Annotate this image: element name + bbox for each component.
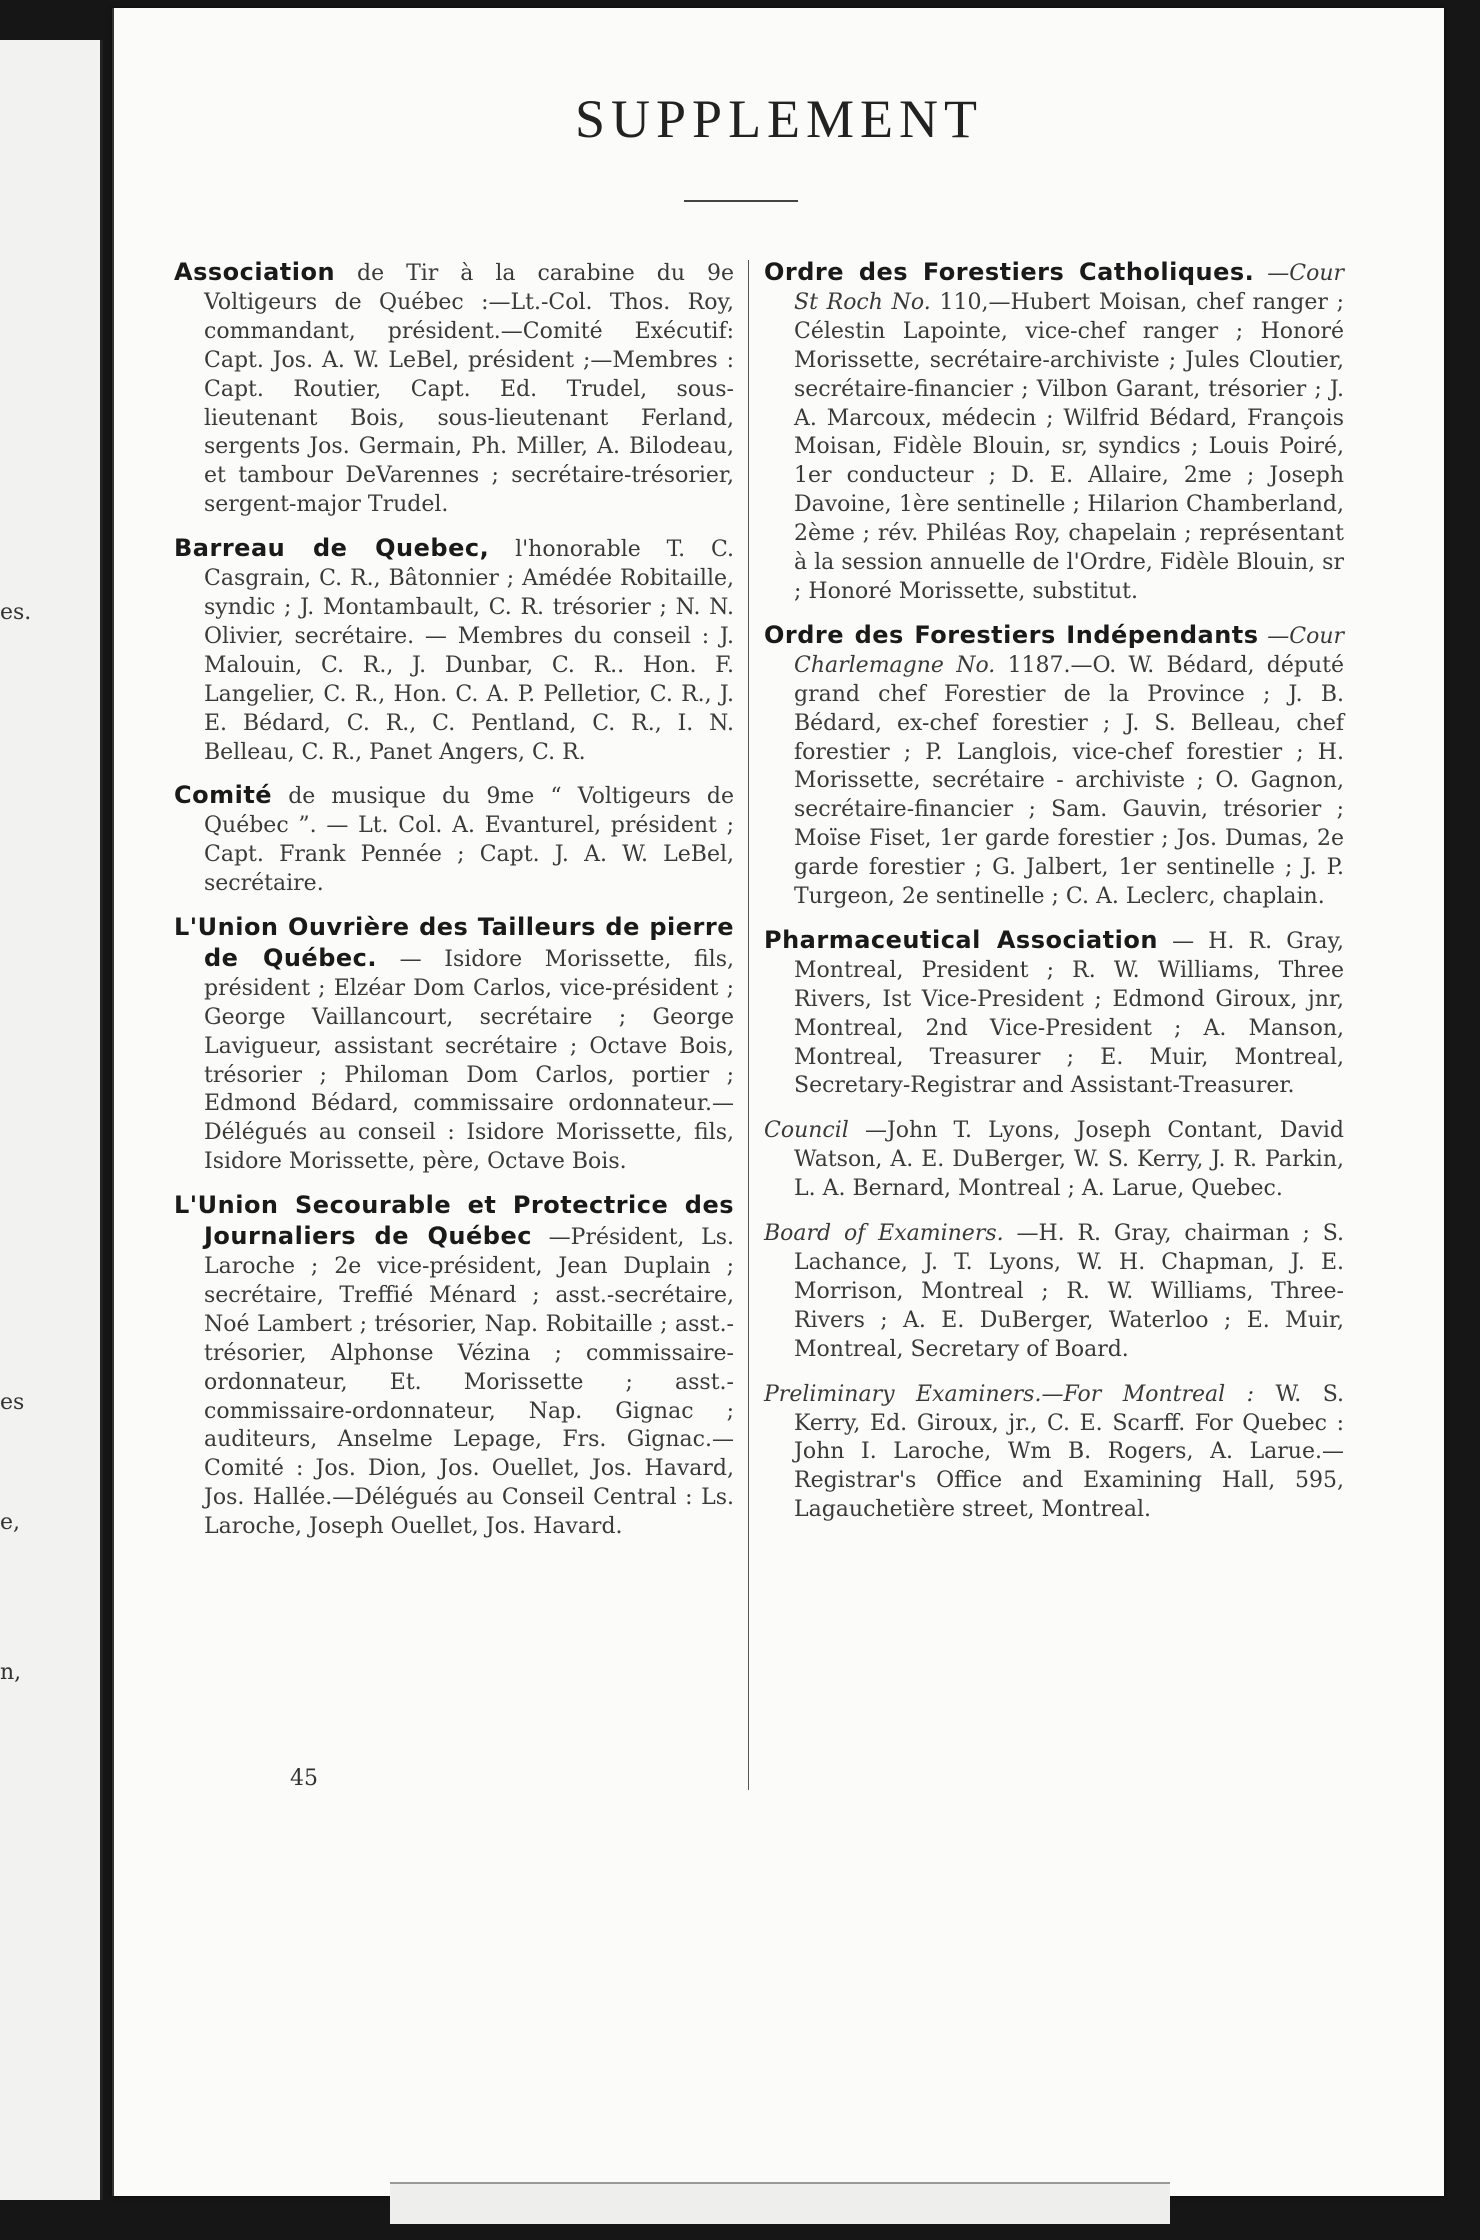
entry-heading: Ordre des Forestiers Catholiques.: [764, 258, 1255, 286]
directory-entry: [764, 621, 1344, 912]
entry-italic: Board of Examiners.: [764, 1221, 1004, 1247]
entry-italic: Preliminary Examiners.—For Montreal :: [764, 1381, 1255, 1407]
entry-text: 110,—Hubert Moisan, chef ranger ; Célestin Lapointe, vice-chef ranger ; Honoré Morissette, secrétaire-archiviste ; Jules Cloutier, secrétaire-financier ; Vilbon Garant, trésorier ; J. A. Marcoux, médecin ; Wilfrid Bédard, François Moisan, Fidèle Blouin, sr, syndics ; Louis Poiré, 1er conducteur ; D. E. Allaire, 2me ; Joseph Davoine, 1ère sentinelle ; Hilarion Chamberland, 2ème ; rév. Philéas Roy, chapelain ; représentant à la session annuelle de l'Ordre, Fidèle Blouin, sr ; Honoré Morissette, substitut.: [794, 289, 1344, 604]
directory-entry: [174, 781, 734, 899]
right-column: [764, 258, 1344, 1539]
directory-entry: [174, 534, 734, 767]
directory-entry: [764, 926, 1344, 1101]
entry-heading: Barreau de Quebec,: [174, 534, 490, 563]
entry-heading: L'Union Ouvrière des Tailleurs de pierre de Québec.: [174, 913, 734, 972]
page-edge-strip: [390, 2182, 1170, 2224]
directory-entry: [174, 258, 734, 520]
entry-text: — Isidore Morissette, fils, président ; Elzéar Dom Carlos, vice-président ; George Vaillancourt, secrétaire ; George Lavigueur, assistant secrétaire ; Octave Bois, trésorier ; Philoman Dom Carlos, portier ; Edmond Bédard, commissaire ordonnateur.— Délégués au conseil : Isidore Morissette, fils, Isidore Morissette, père, Octave Bois.: [204, 946, 734, 1175]
directory-entry: [764, 1115, 1344, 1204]
entry-heading: Pharmaceutical Association: [764, 925, 1158, 954]
entry-text: l'honorable T. C. Casgrain, C. R., Bâtonnier ; Amédée Robitaille, syndic ; J. Montambault, C. R. trésorier ; N. N. Olivier, secrétaire. — Membres du conseil : J. Malouin, C. R., J. Dunbar, C. R.. Hon. F. Langelier, C. R., Hon. C. A. P. Pelletior, C. R., J. E. Bédard, C. R., C. Pentland, C. R., I. N. Belleau, C. R., Panet Angers, C. R.: [204, 537, 734, 765]
left-page-fragment: e,: [0, 1510, 21, 1535]
column-divider: [748, 260, 749, 1790]
entry-heading: Comité: [174, 781, 273, 810]
directory-entry: [764, 1218, 1344, 1365]
entry-text: —H. R. Gray, chairman ; S. Lachance, J. T. Lyons, W. H. Chapman, J. E. Morrison, Montreal ; R. W. Williams, Three-Rivers ; A. E. DuBerger, Waterloo ; E. Muir, Montreal, Secretary of Board.: [794, 1221, 1344, 1362]
document-page: [112, 8, 1444, 2196]
title-rule: [684, 200, 798, 202]
left-column: [174, 258, 734, 1556]
left-page-fragment: es.: [0, 600, 32, 625]
entry-text: —John T. Lyons, Joseph Contant, David Watson, A. E. DuBerger, W. S. Kerry, J. R. Parkin, L. A. Bernard, Montreal ; A. Larue, Quebec.: [794, 1118, 1344, 1202]
entry-heading: L'Union Secourable et Protectrice des Journaliers de Québec: [174, 1191, 734, 1251]
adjacent-left-page: [0, 40, 103, 2200]
left-page-fragment: es: [0, 1390, 25, 1415]
directory-entry: [764, 258, 1344, 607]
directory-entry: [174, 1191, 734, 1542]
entry-text: de musique du 9me “ Voltigeurs de Québec ”. — Lt. Col. A. Evanturel, président ; Capt. Frank Pennée ; Capt. J. A. W. LeBel, secrétaire.: [204, 784, 734, 897]
entry-text: — H. R. Gray, Montreal, President ; R. W. Williams, Three Rivers, Ist Vice-President ; Edmond Giroux, jnr, Montreal, 2nd Vice-President ; A. Manson, Montreal, Treasurer ; E. Muir, Montreal, Secretary-Registrar and Assistant-Treasurer.: [794, 928, 1344, 1099]
entry-text: 1187.—O. W. Bédard, député grand chef Forestier de la Province ; J. B. Bédard, ex-chef forestier ; J. S. Belleau, chef forestier ; P. Langlois, vice-chef forestier ; H. Morissette, secrétaire - archiviste ; O. Gagnon, secrétaire-financier ; Sam. Gauvin, trésorier ; Moïse Fiset, 1er garde forestier ; Jos. Dumas, 2e garde forestier ; G. Jalbert, 1er sentinelle ; J. P. Turgeon, 2e sentinelle ; C. A. Leclerc, chaplain.: [794, 652, 1344, 910]
entry-text: W. S. Kerry, Ed. Giroux, jr., C. E. Scarff. For Quebec : John I. Laroche, Wm B. Rogers, A. Larue.—Registrar's Office and Examining Hall, 595, Lagauchetière street, Montreal.: [794, 1381, 1344, 1523]
entry-italic: Council: [764, 1118, 849, 1144]
entry-text: de Tir à la carabine du 9e Voltigeurs de Québec :—Lt.-Col. Thos. Roy, commandant, président.—Comité Exécutif: Capt. Jos. A. W. LeBel, président ;—Membres : Capt. Routier, Capt. Ed. Trudel, sous-lieutenant Bois, sous-lieutenant Ferland, sergents Jos. Germain, Ph. Miller, A. Bilodeau, et tambour DeVarennes ; secrétaire-trésorier, sergent-major Trudel.: [204, 261, 735, 518]
directory-entry: [174, 913, 734, 1177]
entry-heading: Ordre des Forestiers Indépendants: [764, 620, 1259, 649]
entry-italic: —Cour Charlemagne No.: [794, 623, 1344, 678]
directory-entry: [764, 1379, 1344, 1526]
left-page-fragment: n,: [0, 1660, 22, 1685]
entry-italic: —Cour St Roch No.: [794, 261, 1345, 315]
page-number: 45: [290, 1766, 318, 1791]
page-title: SUPPLEMENT: [574, 89, 984, 149]
entry-heading: Association: [174, 258, 336, 286]
entry-text: —Président, Ls. Laroche ; 2e vice-président, Jean Duplain ; secrétaire, Treffié Ménard ; asst.-secrétaire, Noé Lambert ; trésorier, Nap. Robitaille ; asst.-trésorier, Alphonse Vézina ; commissaire-ordonnateur, Et. Morissette ; asst.-commissaire-ordonnateur, Nap. Gignac ; auditeurs, Anselme Lepage, Frs. Gignac.—Comité : Jos. Dion, Jos. Ouellet, Jos. Havard, Jos. Hallée.—Délégués au Conseil Central : Ls. Laroche, Joseph Ouellet, Jos. Havard.: [204, 1225, 734, 1540]
